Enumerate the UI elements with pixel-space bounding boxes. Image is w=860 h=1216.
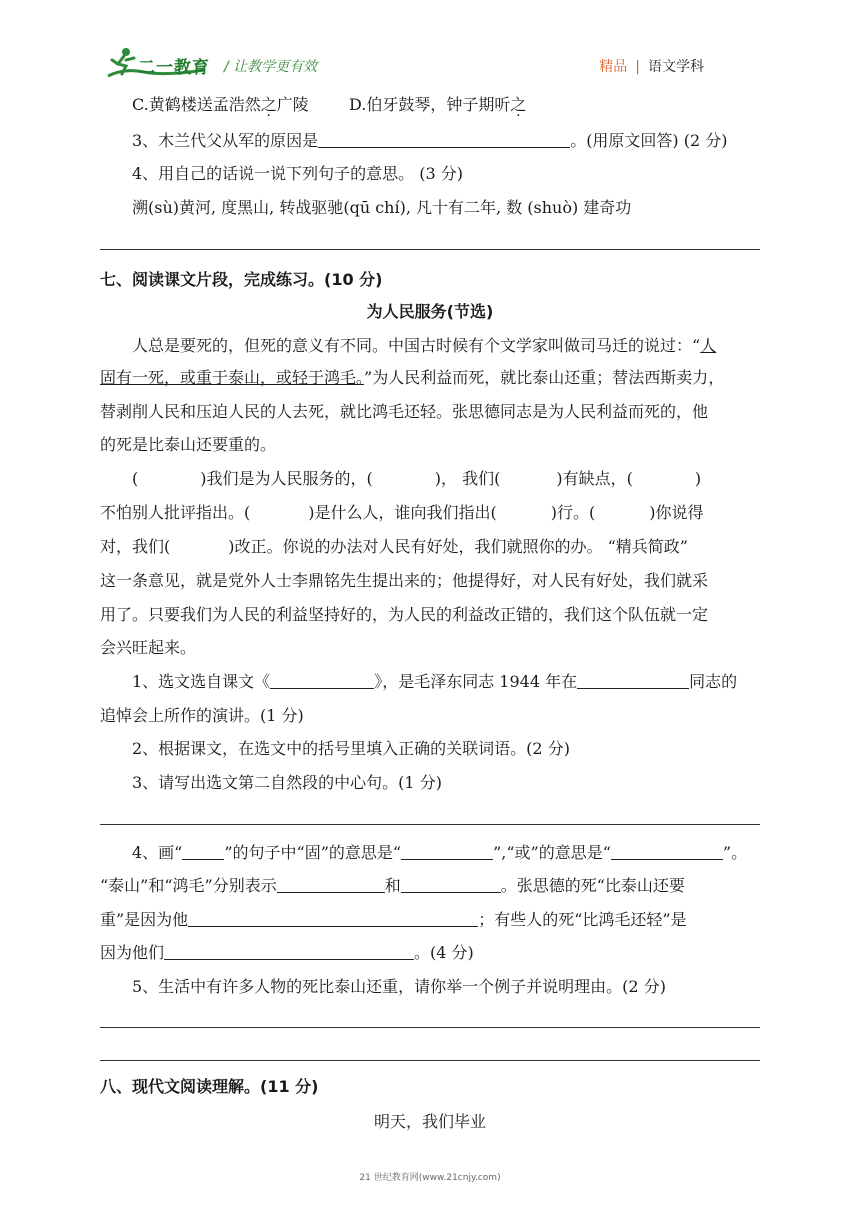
question-7-4-line3 [100, 910, 760, 930]
page-header [100, 46, 760, 82]
passage-title: 为人民服务(节选) [366, 302, 494, 321]
answer-blank[interactable] [318, 131, 570, 148]
answer-blank[interactable] [164, 943, 414, 960]
question-7-4 [100, 843, 792, 863]
p1-underlined-quote: 固有一死，或重于泰山，或轻于鸿毛。 [100, 368, 365, 387]
option-c-text: C.黄鹤楼送孟浩然 [132, 95, 261, 114]
passage-p2-line3 [100, 537, 760, 557]
question-7-1 [100, 672, 792, 692]
question-7-5: 5、生活中有许多人物的死比泰山还重，请你举一个例子并说明理由。(2 分) [132, 977, 666, 996]
passage-p2-line4: 这一条意见，就是党外人士李鼎铭先生提出来的；他提得好，对人民有好处，我们就采 [100, 571, 709, 590]
q7-4-text: 4、画“ [132, 843, 183, 862]
passage-p1-line2 [100, 368, 760, 388]
q7-1-text: 1、选文选自课文《 [132, 672, 271, 691]
q7-4-text: ；有些人的死“比鸿毛还轻”是 [478, 910, 687, 929]
answer-blank[interactable] [577, 672, 689, 689]
answer-line[interactable] [100, 1027, 760, 1028]
q7-4-text: ”。 [722, 843, 748, 862]
q7-4-text: ”,“或”的意思是“ [493, 843, 611, 862]
p1-text: 人总是要死的，但死的意义有不同。中国古时候有个文学家叫做司马迁的说过：“ [132, 336, 701, 355]
paren-close: ) [694, 469, 702, 488]
p1-underlined: 人 [700, 336, 717, 355]
option-d-text: D.伯牙鼓琴，钟子期听 [348, 95, 511, 114]
question-6-4-sentence: 溯(sù)黄河, 度黑山, 转战驱驰(qū chí), 凡十有二年, 数 (shuò) 建奇功 [132, 198, 632, 217]
q7-1-text: 同志的 [689, 672, 738, 691]
q7-4-text: 。(4 分) [414, 943, 474, 962]
answer-line[interactable] [100, 824, 760, 825]
passage-p1-line4: 的死是比泰山还要重的。 [100, 435, 277, 454]
question-6-3 [100, 131, 792, 151]
q6-3-points: 。(用原文回答) (2 分) [570, 131, 728, 150]
p2-text: )行。( [550, 503, 596, 522]
passage-p1-line1 [100, 336, 792, 356]
answer-blank[interactable] [611, 843, 723, 860]
section-8-heading: 八、现代文阅读理解。(11 分) [100, 1077, 319, 1096]
section-7-heading: 七、阅读课文片段，完成练习。(10 分) [100, 270, 383, 289]
q7-4-text: 。张思德的死“比泰山还要 [500, 876, 685, 895]
header-right [599, 56, 704, 76]
answer-blank[interactable] [277, 876, 385, 893]
answer-blank[interactable] [270, 672, 374, 689]
question-7-4-line4 [100, 943, 760, 963]
quality-label: 精品 [599, 59, 628, 75]
p2-text: )是什么人，谁向我们指出( [308, 503, 497, 522]
option-d-dotted: 之 [510, 95, 527, 114]
question-7-1-line2: 追悼会上所作的演讲。(1 分) [100, 706, 304, 725]
p2-text: )改正。你说的办法对人民有好处，我们就照你的办。 “精兵简政” [228, 537, 688, 556]
answer-line[interactable] [100, 249, 760, 250]
option-c-end: 广陵 [276, 95, 309, 114]
passage-p2-line6: 会兴旺起来。 [100, 638, 197, 657]
answer-blank[interactable] [401, 876, 501, 893]
question-7-4-line2 [100, 876, 760, 896]
passage-p2-line5: 用了。只要我们为人民的利益坚持好的，为人民的利益改正错的，我们这个队伍就一定 [100, 605, 709, 624]
p2-text: )， 我们( [434, 469, 501, 488]
question-6-4: 4、用自己的话说一说下列句子的意思。 (3 分) [132, 164, 464, 183]
p2-text: 不怕别人批评指出。( [100, 503, 251, 522]
subject-label: 语文学科 [648, 59, 704, 75]
passage-p2-line1 [100, 469, 792, 489]
passage-p1-line3: 替剥削人民和压迫人民的人去死，就比鸿毛还轻。张思德同志是为人民利益而死的，他 [100, 402, 709, 421]
q7-4-text: 因为他们 [100, 943, 165, 962]
answer-blank[interactable] [401, 843, 493, 860]
header-separator: | [635, 59, 640, 75]
question-7-2: 2、根据课文，在选文中的括号里填入正确的关联词语。(2 分) [132, 739, 570, 758]
answer-blank[interactable] [188, 910, 478, 927]
p2-text: )你说得 [649, 503, 704, 522]
p1-text2: ”为人民利益而死，就比泰山还重；替法西斯卖力， [364, 368, 725, 387]
slogan: / 让教学更有效 [224, 59, 318, 75]
answer-line[interactable] [100, 1060, 760, 1061]
q7-4-text: ”的句子中“固”的意思是“ [224, 843, 402, 862]
page-footer: 21 世纪教育网(www.21cnjy.com) [359, 1173, 501, 1183]
passage-p2-line2 [100, 503, 760, 523]
q7-4-text: 重”是因为他 [100, 910, 189, 929]
p2-text: )有缺点，( [556, 469, 633, 488]
paren-open: ( [132, 469, 139, 488]
options-line [100, 95, 792, 115]
option-c-dotted: 之 [260, 95, 277, 114]
q7-4-text: “泰山”和“鸿毛”分别表示 [100, 876, 277, 895]
q7-4-text: 和 [384, 876, 401, 895]
answer-blank[interactable] [182, 843, 224, 860]
brand-name: 二一教育 [138, 58, 210, 78]
question-7-3: 3、请写出选文第二自然段的中心句。(1 分) [132, 773, 442, 792]
p2-text: 对，我们( [100, 537, 171, 556]
q7-1-text: 》，是毛泽东同志 1944 年在 [374, 672, 578, 691]
p2-text: )我们是为人民服务的，( [200, 469, 373, 488]
q6-3-text: 3、木兰代父从军的原因是 [132, 131, 319, 150]
passage-title-8: 明天，我们毕业 [373, 1112, 486, 1131]
